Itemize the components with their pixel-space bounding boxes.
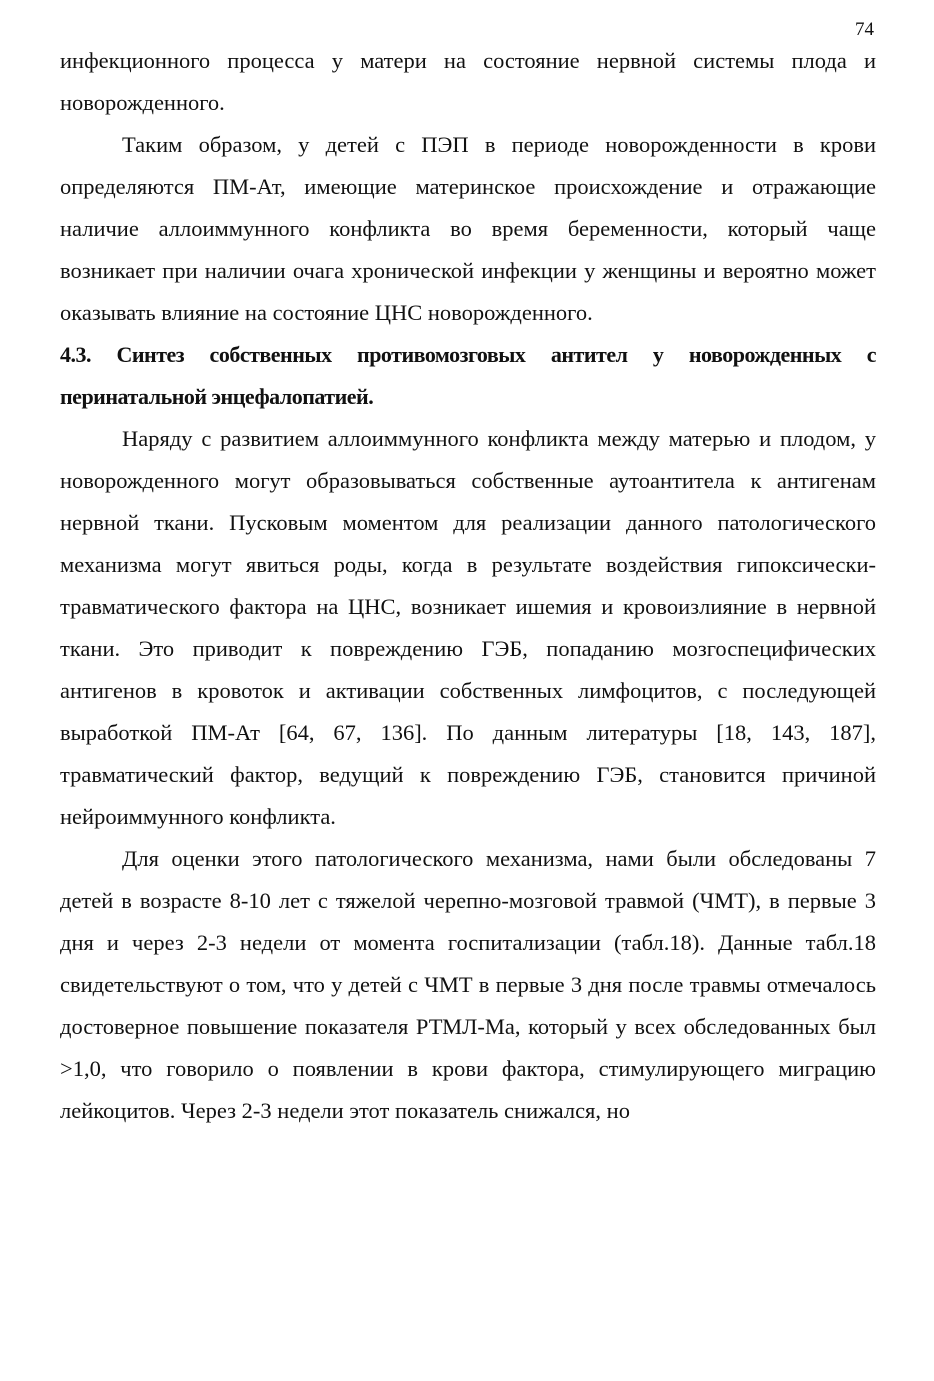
- paragraph-tbi-study: Для оценки этого патологического механизма, нами были обследованы 7 детей в возрасте 8-10 лет с тяжелой черепно-мозговой травмой (ЧМТ), в первые 3 дня и через 2-3 недели от момента госпитализации (табл.18). Данные табл.18 свидетельствуют о том, что у детей с ЧМТ в первые 3 дня после травмы отмечалось достоверное повышение показателя РТМЛ-Ма, который у всех обследованных был >1,0, что говорило о появлении в крови фактора, стимулирующего миграцию лейкоцитов. Через 2-3 недели этот показатель снижался, но: [60, 846, 876, 1123]
- page-number: 74: [855, 19, 874, 40]
- page-content: [60, 40, 876, 1132]
- paragraph-conclusion: Таким образом, у детей с ПЭП в периоде новорожденности в крови определяются ПМ-Ат, имеющие материнское происхождение и отражающие наличие аллоиммунного конфликта во время беременности, который чаще возникает при наличии очага хронической инфекции у женщины и вероятно может оказывать влияние на состояние ЦНС новорожденного.: [60, 132, 876, 325]
- section-heading: 4.3. Синтез собственных противомозговых антител у новорожденных с перинатальной энцефалопатией.: [60, 342, 876, 409]
- paragraph-autoantibodies: Наряду с развитием аллоиммунного конфликта между матерью и плодом, у новорожденного могут образовываться собственные аутоантитела к антигенам нервной ткани. Пусковым моментом для реализации данного патологического механизма могут явиться роды, когда в результате воздействия гипоксически-травматического фактора на ЦНС, возникает ишемия и кровоизлияние в нервной ткани. Это приводит к повреждению ГЭБ, попаданию мозгоспецифических антигенов в кровоток и активации собственных лимфоцитов, с последующей выработкой ПМ-Ат [64, 67, 136]. По данным литературы [18, 143, 187], травматический фактор, ведущий к повреждению ГЭБ, становится причиной нейроиммунного конфликта.: [60, 426, 876, 829]
- paragraph-continuation: инфекционного процесса у матери на состояние нервной системы плода и новорожденного.: [60, 48, 876, 115]
